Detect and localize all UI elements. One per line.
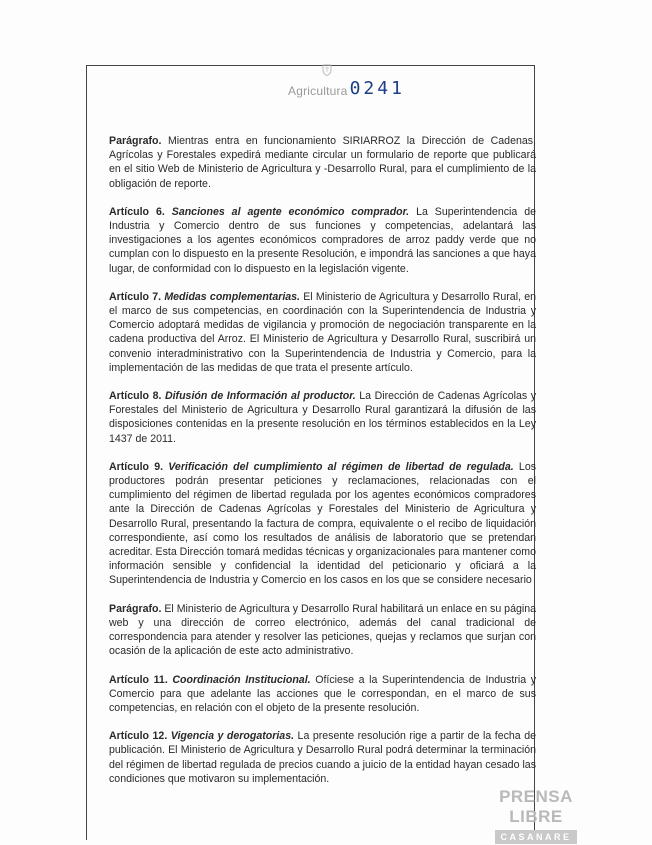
paragraph-text: El Ministerio de Agricultura y Desarrollo Rural habilitará un enlace en su página web y una dirección de correo electrónico, además del canal tradicional de correspondencia para atender y resolver las peticiones, quejas y reclamos que surjan con ocasión de la aplicación de este acto administrativo. (109, 602, 536, 658)
paragraph (109, 389, 536, 446)
document-body (109, 134, 536, 800)
article-title: Vigencia y derogatorias. (170, 730, 295, 743)
article-text: Ofíciese a la Superintendencia de Industria y Comercio para que adelante las acciones que le correspondan, en el marco de sus competencias, en relación con el objeto de la presente resolución. (109, 673, 536, 714)
article-text: La presente resolución rige a partir de la fecha de publicación. El Ministerio de Agricultura y Desarrollo Rural podrá determinar la terminación del régimen de libertad regulada de precios cuando a juicio de la entidad hayan cesado las condiciones que motivaron su implementación. (109, 730, 536, 785)
paragraph (109, 290, 536, 375)
resolution-number: 0241 (349, 78, 405, 99)
watermark-title: PRENSA LIBRE (499, 787, 573, 826)
coat-of-arms-icon (322, 64, 332, 76)
article-title: Difusión de Información al productor. (164, 390, 356, 403)
paragraph (109, 602, 536, 659)
article-text: La Dirección de Cadenas Agrícolas y Forestales del Ministerio de Agricultura y Desarrollo Rural garantizará la difusión de las disposiciones contenidas en la presente resolución en los términos establecidos en la Ley 1437 de 2011. (109, 390, 536, 445)
article-title: Coordinación Institucional. (172, 673, 311, 686)
article-heading: Artículo 6. (109, 205, 172, 218)
paragraph (109, 460, 536, 588)
article-heading: Artículo 8. (109, 390, 165, 403)
page-frame-left (86, 65, 87, 840)
article-heading: Artículo 11. (109, 673, 173, 686)
paragraph (109, 673, 536, 716)
paragraph (109, 134, 536, 191)
article-title: Medidas complementarias. (164, 290, 301, 303)
watermark-logo (478, 787, 594, 845)
page-frame-top (86, 65, 534, 66)
ministry-name: Agricultura (288, 84, 348, 98)
paragraph (109, 205, 536, 276)
document-header (288, 72, 405, 98)
article-text: La Superintendencia de Industria y Comercio dentro de sus funciones y competencias, adelantará las investigaciones a los agentes económicos compradores de arroz paddy verde que no cumplan con lo dispuesto en la presente Resolución, e impondrá las sanciones a que haya lugar, de conformidad con lo dispuesto en la legislación vigente. (109, 205, 536, 275)
article-text: El Ministerio de Agricultura y Desarrollo Rural, en el marco de sus competencias, en coordinación con la Superintendencia de Industria y Comercio adoptará medidas de vigilancia y promoción de negociación transparente en la cadena productiva del Arroz. El Ministerio de Agricultura y Desarrollo Rural, suscribirá un convenio interadministrativo con la Superintendencia de Industria y Comercio, para la implementación de las medidas de que trata el presente artículo. (109, 290, 536, 374)
paragraph-heading: Parágrafo. (109, 135, 162, 147)
article-title: Sanciones al agente económico comprador. (171, 205, 410, 218)
paragraph (109, 729, 536, 786)
article-text: Los productores podrán presentar peticiones y reclamaciones, relacionadas con el cumplimiento del régimen de libertad regulada por los agentes económicos compradores ante la Dirección de Cadenas Agrícolas y Forestales del Ministerio de Agricultura y Desarrollo Rural, presentando la factura de compra, equivalente o el recibo de liquidación correspondiente, así como los resultados de análisis de laboratorio que se pretendan acreditar. Esta Dirección tomará medidas técnicas y organizacionales para mantener como información sensible y confidencial la identidad del peticionario y oficiará a la Superintendencia de Industria y Comercio en los casos en los que se considere necesario (109, 460, 537, 587)
paragraph-heading: Parágrafo. (109, 602, 162, 615)
paragraph-text: Mientras entra en funcionamiento SIRIARROZ la Dirección de Cadenas, Agrícolas y Forestales expedirá mediante circular un formulario de reporte que publicará en el sitio Web de Ministerio de Agricultura y -Desarrollo Rural, para el cumplimiento de la obligación de reporte. (109, 135, 536, 190)
article-heading: Artículo 7. (109, 290, 165, 303)
article-title: Verificación del cumplimiento al régimen de libertad de regulada. (168, 460, 514, 473)
ministry-logo (288, 72, 348, 98)
watermark-subtitle: CASANARE (495, 830, 576, 844)
article-heading: Artículo 12. (109, 730, 171, 743)
article-heading: Artículo 9. (109, 460, 169, 473)
